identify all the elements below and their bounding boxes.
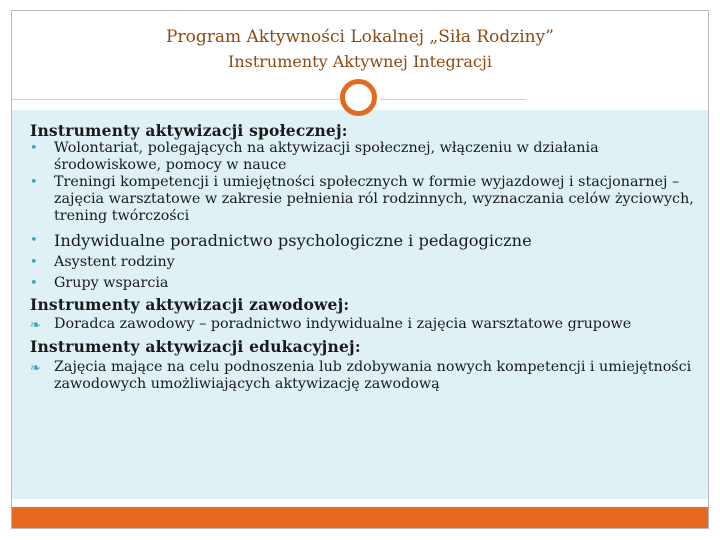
bullet-dot-icon: •: [30, 255, 38, 270]
bullet-dot-icon: •: [30, 276, 38, 291]
footer-bar: [12, 507, 708, 528]
slide-subtitle: Instrumenty Aktywnej Integracji: [228, 52, 492, 71]
section-heading-social: Instrumenty aktywizacji społecznej:: [30, 121, 348, 140]
slide-title: Program Aktywności Lokalnej „Siła Rodziny”: [166, 27, 554, 47]
section-heading-education: Instrumenty aktywizacji edukacyjnej:: [30, 337, 361, 356]
bullet-dot-icon: •: [30, 141, 38, 156]
list-item: • Asystent rodziny: [30, 254, 175, 270]
list-item: • Treningi kompetencji i umiejętności społecznych w formie wyjazdowej i stacjonarnej – zajęcia warsztatowe w zakresie pełnienia ról rodzinnych, wyznaczania celów życiowych, trening twórczości: [30, 174, 694, 224]
divider-right: [380, 99, 526, 100]
section-heading-professional: Instrumenty aktywizacji zawodowej:: [30, 295, 350, 314]
bullet-dot-icon: •: [30, 233, 38, 248]
list-item: • Grupy wsparcia: [30, 275, 169, 291]
divider-left: [12, 99, 340, 100]
list-item: • Indywidualne poradnictwo psychologiczne i pedagogiczne: [30, 231, 532, 250]
bullet-dot-icon: •: [30, 175, 38, 190]
content-body: [30, 121, 700, 393]
circle-ornament: [340, 79, 377, 116]
bullet-arrow-icon: ❧: [30, 318, 41, 333]
bullet-arrow-icon: ❧: [30, 361, 41, 376]
list-item: ❧ Zajęcia mające na celu podnoszenia lub zdobywania nowych kompetencji i umiejętności zawodowych umożliwiających aktywizację zawodową: [30, 359, 692, 392]
list-item: • Wolontariat, polegających na aktywizacji społecznej, włączeniu w działania środowiskowe, pomocy w nauce: [30, 140, 599, 173]
list-item: ❧ Doradca zawodowy – poradnictwo indywidualne i zajęcia warsztatowe grupowe: [30, 316, 632, 333]
